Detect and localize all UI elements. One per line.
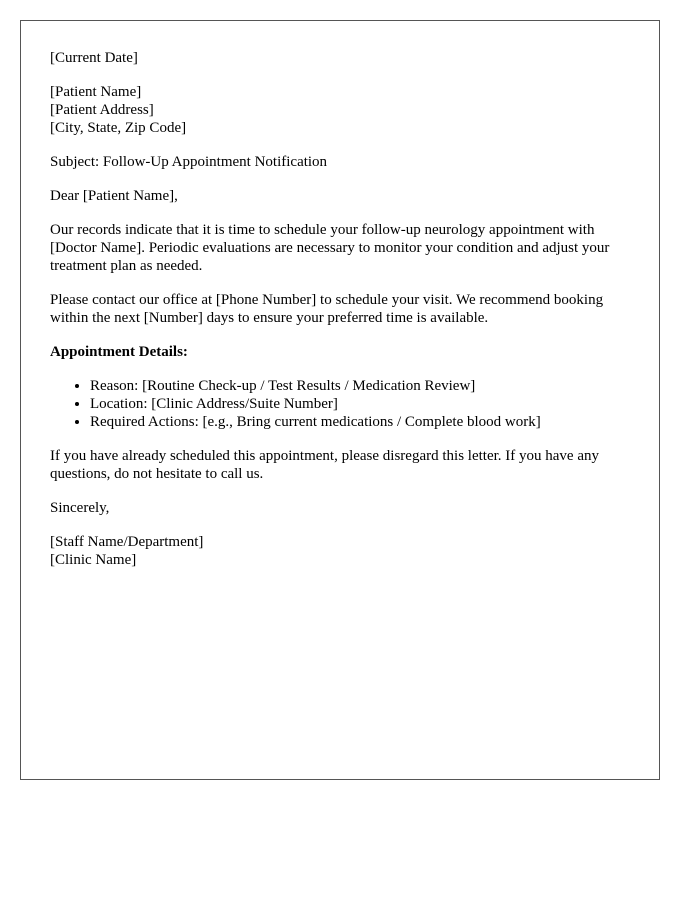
body-paragraph-contact: Please contact our office at [Phone Number] to schedule your visit. We recommend booking within the next [Number] days to ensure your preferred time is available. [50,292,604,326]
detail-item-required-actions: • Required Actions: [e.g., Bring current medications / Complete blood work] [90,413,630,431]
appointment-details-heading: Appointment Details: [50,344,188,360]
letter-subject: Subject: Follow-Up Appointment Notification [50,154,328,170]
signature-staff: [Staff Name/Department] [50,534,204,550]
recipient-city-state-zip: [City, State, Zip Code] [50,120,187,136]
detail-item-reason: • Reason: [Routine Check-up / Test Results / Medication Review] [90,377,630,395]
recipient-name: [Patient Name] [50,84,142,100]
sign-off: Sincerely, [50,500,110,516]
signature-clinic: [Clinic Name] [50,552,137,568]
letter-date: [Current Date] [50,50,138,66]
body-paragraph-records: Our records indicate that it is time to schedule your follow-up neurology appointment with [Doctor Name]. Periodic evaluations are necessary to monitor your condition and adjust your treatment plan as needed. [50,222,610,274]
letter-salutation: Dear [Patient Name], [50,188,178,204]
closing-paragraph: If you have already scheduled this appointment, please disregard this letter. If you have any questions, do not hesitate to call us. [50,448,599,482]
signature-block [50,533,630,569]
appointment-details-list [50,377,630,431]
recipient-address: [Patient Address] [50,102,154,118]
letter-page [20,20,660,780]
recipient-address-block [50,83,630,137]
detail-item-location: • Location: [Clinic Address/Suite Number] [90,395,630,413]
